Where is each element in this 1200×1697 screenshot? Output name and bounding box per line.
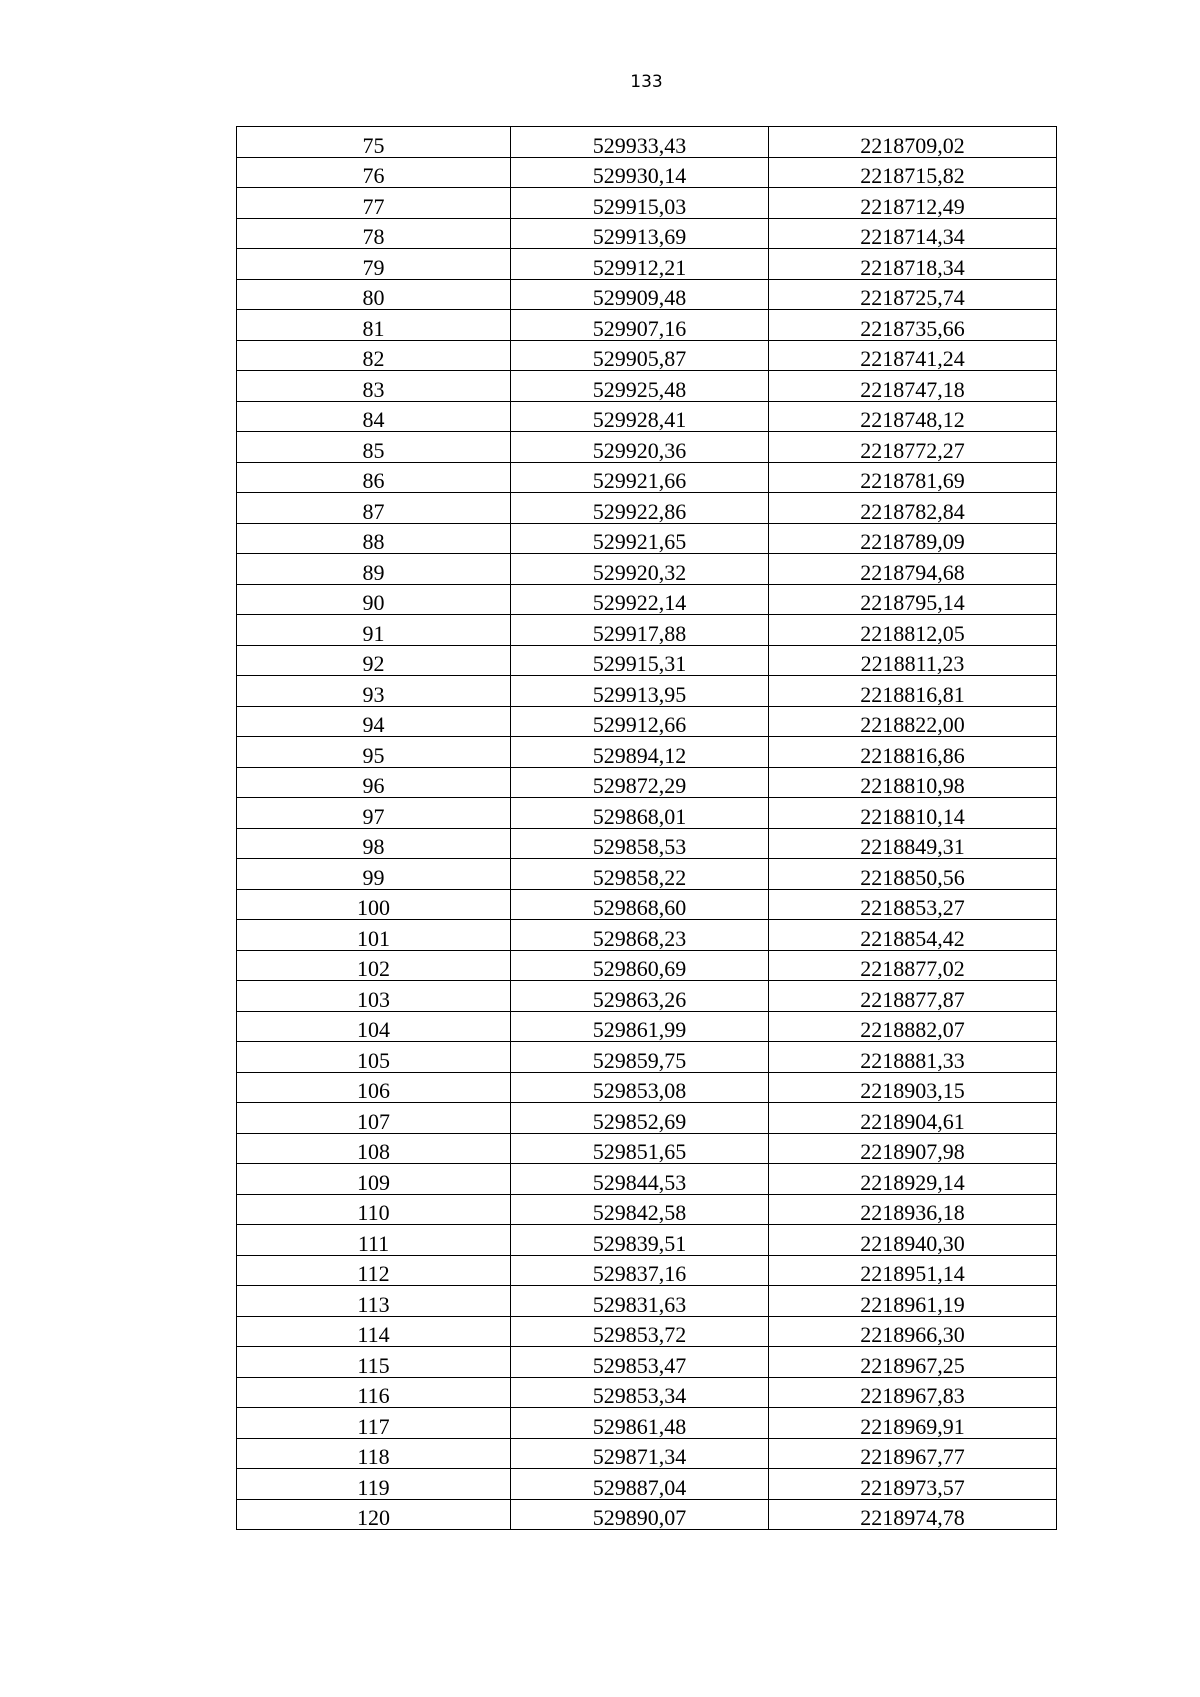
x-coordinate-cell: 529921,65 <box>511 523 769 554</box>
x-coordinate-cell: 529872,29 <box>511 767 769 798</box>
y-coordinate-cell: 2218877,87 <box>769 981 1057 1012</box>
table-row <box>237 615 1057 646</box>
point-number-cell: 84 <box>237 401 511 432</box>
table-row <box>237 676 1057 707</box>
point-number-cell: 119 <box>237 1469 511 1500</box>
x-coordinate-cell: 529868,01 <box>511 798 769 829</box>
y-coordinate-cell: 2218816,81 <box>769 676 1057 707</box>
y-coordinate-cell: 2218854,42 <box>769 920 1057 951</box>
table-row <box>237 920 1057 951</box>
y-coordinate-cell: 2218772,27 <box>769 432 1057 463</box>
x-coordinate-cell: 529853,47 <box>511 1347 769 1378</box>
table-row <box>237 1377 1057 1408</box>
point-number-cell: 89 <box>237 554 511 585</box>
point-number-cell: 93 <box>237 676 511 707</box>
x-coordinate-cell: 529930,14 <box>511 157 769 188</box>
table-row <box>237 401 1057 432</box>
page-number: 133 <box>630 72 663 92</box>
point-number-cell: 110 <box>237 1194 511 1225</box>
y-coordinate-cell: 2218967,83 <box>769 1377 1057 1408</box>
table-row <box>237 1469 1057 1500</box>
y-coordinate-cell: 2218794,68 <box>769 554 1057 585</box>
x-coordinate-cell: 529912,66 <box>511 706 769 737</box>
point-number-cell: 108 <box>237 1133 511 1164</box>
table-row <box>237 127 1057 158</box>
point-number-cell: 96 <box>237 767 511 798</box>
point-number-cell: 117 <box>237 1408 511 1439</box>
y-coordinate-cell: 2218882,07 <box>769 1011 1057 1042</box>
y-coordinate-cell: 2218907,98 <box>769 1133 1057 1164</box>
y-coordinate-cell: 2218853,27 <box>769 889 1057 920</box>
table-row <box>237 1072 1057 1103</box>
y-coordinate-cell: 2218747,18 <box>769 371 1057 402</box>
table-row <box>237 1164 1057 1195</box>
point-number-cell: 83 <box>237 371 511 402</box>
y-coordinate-cell: 2218712,49 <box>769 188 1057 219</box>
y-coordinate-cell: 2218709,02 <box>769 127 1057 158</box>
x-coordinate-cell: 529852,69 <box>511 1103 769 1134</box>
table-row <box>237 889 1057 920</box>
x-coordinate-cell: 529917,88 <box>511 615 769 646</box>
y-coordinate-cell: 2218789,09 <box>769 523 1057 554</box>
x-coordinate-cell: 529928,41 <box>511 401 769 432</box>
x-coordinate-cell: 529863,26 <box>511 981 769 1012</box>
y-coordinate-cell: 2218877,02 <box>769 950 1057 981</box>
y-coordinate-cell: 2218951,14 <box>769 1255 1057 1286</box>
x-coordinate-cell: 529839,51 <box>511 1225 769 1256</box>
x-coordinate-cell: 529871,34 <box>511 1438 769 1469</box>
y-coordinate-cell: 2218966,30 <box>769 1316 1057 1347</box>
table-row <box>237 279 1057 310</box>
point-number-cell: 114 <box>237 1316 511 1347</box>
table-row <box>237 950 1057 981</box>
table-row <box>237 798 1057 829</box>
x-coordinate-cell: 529894,12 <box>511 737 769 768</box>
x-coordinate-cell: 529933,43 <box>511 127 769 158</box>
x-coordinate-cell: 529861,48 <box>511 1408 769 1439</box>
point-number-cell: 92 <box>237 645 511 676</box>
table-row <box>237 157 1057 188</box>
table-row <box>237 767 1057 798</box>
x-coordinate-cell: 529920,36 <box>511 432 769 463</box>
y-coordinate-cell: 2218929,14 <box>769 1164 1057 1195</box>
table-row <box>237 340 1057 371</box>
x-coordinate-cell: 529913,95 <box>511 676 769 707</box>
point-number-cell: 95 <box>237 737 511 768</box>
point-number-cell: 91 <box>237 615 511 646</box>
x-coordinate-cell: 529890,07 <box>511 1499 769 1530</box>
y-coordinate-cell: 2218973,57 <box>769 1469 1057 1500</box>
table-row <box>237 493 1057 524</box>
table-row <box>237 1011 1057 1042</box>
table-row <box>237 1316 1057 1347</box>
y-coordinate-cell: 2218812,05 <box>769 615 1057 646</box>
point-number-cell: 111 <box>237 1225 511 1256</box>
point-number-cell: 113 <box>237 1286 511 1317</box>
y-coordinate-cell: 2218714,34 <box>769 218 1057 249</box>
coordinates-table <box>236 126 1057 1530</box>
y-coordinate-cell: 2218849,31 <box>769 828 1057 859</box>
point-number-cell: 98 <box>237 828 511 859</box>
x-coordinate-cell: 529851,65 <box>511 1133 769 1164</box>
y-coordinate-cell: 2218782,84 <box>769 493 1057 524</box>
x-coordinate-cell: 529858,53 <box>511 828 769 859</box>
point-number-cell: 112 <box>237 1255 511 1286</box>
y-coordinate-cell: 2218940,30 <box>769 1225 1057 1256</box>
y-coordinate-cell: 2218748,12 <box>769 401 1057 432</box>
x-coordinate-cell: 529853,08 <box>511 1072 769 1103</box>
y-coordinate-cell: 2218725,74 <box>769 279 1057 310</box>
table-row <box>237 188 1057 219</box>
x-coordinate-cell: 529913,69 <box>511 218 769 249</box>
point-number-cell: 120 <box>237 1499 511 1530</box>
y-coordinate-cell: 2218967,77 <box>769 1438 1057 1469</box>
y-coordinate-cell: 2218850,56 <box>769 859 1057 890</box>
table-row <box>237 1408 1057 1439</box>
point-number-cell: 97 <box>237 798 511 829</box>
point-number-cell: 87 <box>237 493 511 524</box>
x-coordinate-cell: 529887,04 <box>511 1469 769 1500</box>
x-coordinate-cell: 529859,75 <box>511 1042 769 1073</box>
x-coordinate-cell: 529842,58 <box>511 1194 769 1225</box>
table-row <box>237 523 1057 554</box>
table-row <box>237 371 1057 402</box>
x-coordinate-cell: 529861,99 <box>511 1011 769 1042</box>
y-coordinate-cell: 2218810,98 <box>769 767 1057 798</box>
x-coordinate-cell: 529868,60 <box>511 889 769 920</box>
x-coordinate-cell: 529905,87 <box>511 340 769 371</box>
x-coordinate-cell: 529858,22 <box>511 859 769 890</box>
table-row <box>237 1255 1057 1286</box>
x-coordinate-cell: 529912,21 <box>511 249 769 280</box>
point-number-cell: 116 <box>237 1377 511 1408</box>
table-row <box>237 645 1057 676</box>
x-coordinate-cell: 529922,86 <box>511 493 769 524</box>
point-number-cell: 90 <box>237 584 511 615</box>
point-number-cell: 76 <box>237 157 511 188</box>
table-row <box>237 859 1057 890</box>
y-coordinate-cell: 2218810,14 <box>769 798 1057 829</box>
y-coordinate-cell: 2218969,91 <box>769 1408 1057 1439</box>
point-number-cell: 103 <box>237 981 511 1012</box>
x-coordinate-cell: 529915,03 <box>511 188 769 219</box>
y-coordinate-cell: 2218936,18 <box>769 1194 1057 1225</box>
point-number-cell: 100 <box>237 889 511 920</box>
y-coordinate-cell: 2218795,14 <box>769 584 1057 615</box>
x-coordinate-cell: 529868,23 <box>511 920 769 951</box>
y-coordinate-cell: 2218718,34 <box>769 249 1057 280</box>
table-row <box>237 462 1057 493</box>
x-coordinate-cell: 529915,31 <box>511 645 769 676</box>
x-coordinate-cell: 529920,32 <box>511 554 769 585</box>
table-row <box>237 828 1057 859</box>
table-row <box>237 1225 1057 1256</box>
y-coordinate-cell: 2218961,19 <box>769 1286 1057 1317</box>
point-number-cell: 104 <box>237 1011 511 1042</box>
point-number-cell: 101 <box>237 920 511 951</box>
y-coordinate-cell: 2218816,86 <box>769 737 1057 768</box>
point-number-cell: 81 <box>237 310 511 341</box>
point-number-cell: 105 <box>237 1042 511 1073</box>
x-coordinate-cell: 529860,69 <box>511 950 769 981</box>
table-row <box>237 1347 1057 1378</box>
point-number-cell: 107 <box>237 1103 511 1134</box>
y-coordinate-cell: 2218781,69 <box>769 462 1057 493</box>
y-coordinate-cell: 2218735,66 <box>769 310 1057 341</box>
y-coordinate-cell: 2218715,82 <box>769 157 1057 188</box>
point-number-cell: 82 <box>237 340 511 371</box>
table-row <box>237 1042 1057 1073</box>
point-number-cell: 99 <box>237 859 511 890</box>
table-row <box>237 249 1057 280</box>
point-number-cell: 79 <box>237 249 511 280</box>
table-row <box>237 218 1057 249</box>
x-coordinate-cell: 529921,66 <box>511 462 769 493</box>
point-number-cell: 85 <box>237 432 511 463</box>
coordinates-table-body <box>237 127 1057 1530</box>
point-number-cell: 102 <box>237 950 511 981</box>
x-coordinate-cell: 529922,14 <box>511 584 769 615</box>
y-coordinate-cell: 2218822,00 <box>769 706 1057 737</box>
table-row <box>237 1103 1057 1134</box>
table-row <box>237 981 1057 1012</box>
point-number-cell: 118 <box>237 1438 511 1469</box>
point-number-cell: 80 <box>237 279 511 310</box>
table-row <box>237 1438 1057 1469</box>
y-coordinate-cell: 2218903,15 <box>769 1072 1057 1103</box>
y-coordinate-cell: 2218904,61 <box>769 1103 1057 1134</box>
point-number-cell: 86 <box>237 462 511 493</box>
point-number-cell: 88 <box>237 523 511 554</box>
point-number-cell: 78 <box>237 218 511 249</box>
table-row <box>237 706 1057 737</box>
y-coordinate-cell: 2218881,33 <box>769 1042 1057 1073</box>
table-row <box>237 1286 1057 1317</box>
point-number-cell: 106 <box>237 1072 511 1103</box>
x-coordinate-cell: 529909,48 <box>511 279 769 310</box>
table-row <box>237 1194 1057 1225</box>
y-coordinate-cell: 2218967,25 <box>769 1347 1057 1378</box>
y-coordinate-cell: 2218974,78 <box>769 1499 1057 1530</box>
x-coordinate-cell: 529853,72 <box>511 1316 769 1347</box>
y-coordinate-cell: 2218741,24 <box>769 340 1057 371</box>
x-coordinate-cell: 529925,48 <box>511 371 769 402</box>
point-number-cell: 94 <box>237 706 511 737</box>
point-number-cell: 115 <box>237 1347 511 1378</box>
x-coordinate-cell: 529907,16 <box>511 310 769 341</box>
x-coordinate-cell: 529853,34 <box>511 1377 769 1408</box>
table-row <box>237 310 1057 341</box>
table-row <box>237 584 1057 615</box>
x-coordinate-cell: 529831,63 <box>511 1286 769 1317</box>
x-coordinate-cell: 529844,53 <box>511 1164 769 1195</box>
table-row <box>237 1499 1057 1530</box>
point-number-cell: 109 <box>237 1164 511 1195</box>
table-row <box>237 737 1057 768</box>
point-number-cell: 75 <box>237 127 511 158</box>
table-row <box>237 1133 1057 1164</box>
x-coordinate-cell: 529837,16 <box>511 1255 769 1286</box>
y-coordinate-cell: 2218811,23 <box>769 645 1057 676</box>
table-row <box>237 432 1057 463</box>
point-number-cell: 77 <box>237 188 511 219</box>
table-row <box>237 554 1057 585</box>
